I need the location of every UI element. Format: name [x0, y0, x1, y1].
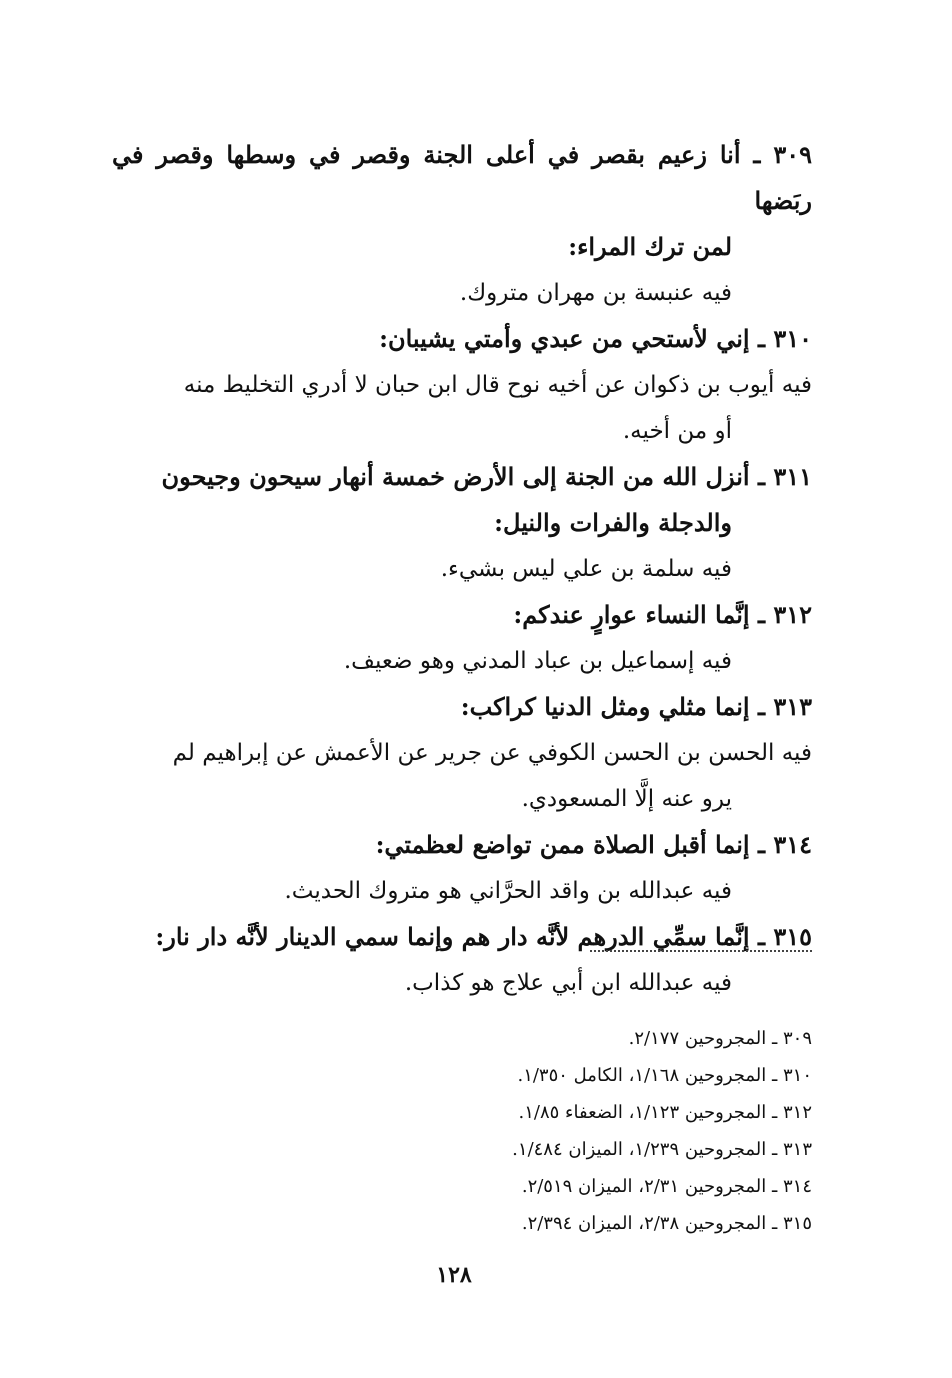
entry-number: ٣١١ ـ [757, 462, 812, 491]
entry-note: فيه سلمة بن علي ليس بشيء. [440, 556, 732, 582]
entry-number: ٣١٤ ـ [757, 830, 812, 859]
entry-312 [112, 592, 812, 684]
entry-note: فيه إسماعيل بن عباد المدني وهو ضعيف. [343, 648, 732, 674]
entry-heading [112, 454, 812, 500]
entry-heading [112, 132, 812, 224]
entry-note: فيه عبدالله ابن أبي علاج هو كذاب. [404, 970, 732, 996]
entry-note: فيه عنبسة بن مهران متروك. [459, 280, 732, 306]
entry-number: ٣٠٩ ـ [753, 140, 812, 169]
entry-note: فيه الحسن بن الحسن الكوفي عن جرير عن الأعمش عن إبراهيم لم [172, 740, 812, 766]
entry-note-continuation: يرو عنه إلَّا المسعودي. [521, 786, 732, 812]
entry-310 [112, 316, 812, 454]
entry-315 [112, 914, 812, 1006]
entry-313 [112, 684, 812, 822]
footnote: ٣١٣ ـ المجروحين ١/٢٣٩، الميزان ١/٤٨٤. [512, 1139, 812, 1160]
footnote: ٣٠٩ ـ المجروحين ٢/١٧٧. [628, 1028, 812, 1049]
entry-heading-text: أنزل الله من الجنة إلى الأرض خمسة أنهار سيحون وجيحون [161, 462, 750, 491]
entry-number: ٣١٠ ـ [757, 324, 812, 353]
footnote-separator [590, 950, 812, 952]
footnote: ٣١٥ ـ المجروحين ٢/٣٨، الميزان ٢/٣٩٤. [521, 1213, 812, 1234]
entry-note-continuation: أو من أخيه. [622, 418, 732, 444]
entry-heading [112, 822, 812, 868]
entry-heading [112, 592, 812, 638]
entry-314 [112, 822, 812, 914]
entry-number: ٣١٣ ـ [757, 692, 812, 721]
entry-heading-text: إني لأستحي من عبدي وأمتي يشيبان: [379, 324, 750, 353]
entry-heading-text: إنما مثلي ومثل الدنيا كراكب: [460, 692, 750, 721]
page-number: ١٢٨ [436, 1262, 472, 1288]
entry-309 [112, 132, 812, 316]
entry-number: ٣١٢ ـ [757, 600, 812, 629]
footnote: ٣١٤ ـ المجروحين ٢/٣١، الميزان ٢/٥١٩. [521, 1176, 812, 1197]
entry-number: ٣١٥ ـ [757, 922, 812, 951]
footnote: ٣١٢ ـ المجروحين ١/١٢٣، الضعفاء ١/٨٥. [518, 1102, 812, 1123]
entry-note: فيه عبدالله بن واقد الحرَّاني هو متروك الحديث. [284, 878, 732, 904]
entry-heading-text: إنَّما سمِّي الدرهم لأنَّه دار هم وإنما سمي الدينار لأنَّه دار نار: [155, 922, 750, 951]
entry-heading [112, 684, 812, 730]
footnotes [252, 1020, 812, 1242]
entry-311 [112, 454, 812, 592]
entry-heading [112, 316, 812, 362]
page-body [112, 132, 812, 1006]
entry-heading-continuation: لمن ترك المراء: [568, 232, 732, 261]
entry-heading [112, 914, 812, 960]
entry-heading-text: إنما أقبل الصلاة ممن تواضع لعظمتي: [375, 830, 750, 859]
entry-heading-text: إنَّما النساء عوارٍ عندكم: [513, 600, 750, 629]
entry-heading-text: أنا زعيم بقصر في أعلى الجنة وقصر في وسطها وقصر في ربَضها [112, 140, 812, 215]
footnote: ٣١٠ ـ المجروحين ١/١٦٨، الكامل ١/٣٥٠. [517, 1065, 812, 1086]
entry-heading-continuation: والدجلة والفرات والنيل: [494, 508, 732, 537]
entry-note: فيه أيوب بن ذكوان عن أخيه نوح قال ابن حبان لا أدري التخليط منه [183, 372, 812, 398]
